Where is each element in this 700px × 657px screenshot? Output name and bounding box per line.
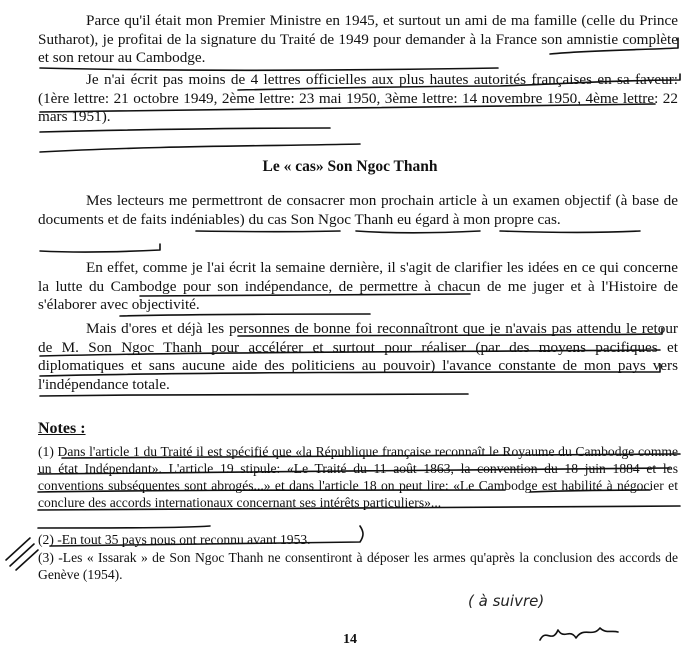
underline-amnistie — [40, 68, 498, 70]
underline-documents — [196, 231, 340, 232]
underline-novembre — [40, 128, 330, 132]
notes-title: Notes : — [38, 420, 86, 437]
note-3: (3) -Les « Issarak » de Son Ngoc Thanh ne consentiront à déposer les armes qu'après la conclusion des accords de Genève (1954). — [38, 550, 678, 582]
margin-arrow-stroke-1 — [6, 538, 30, 560]
note-1: (1) Dans l'article 1 du Traité il est spécifié que «la République française reconnaît le Royaume du Cambodge comme un état Indépendant». L'article 19 stipule: «Le Traité du 11 août 1863, la convention du 18 juin 1884 et les conventions subséquentes sont abrogés...» et dans l'article 18 on peut lire: «Le Cambodge est habilité à négocier et conclure des accords internationaux concernant ses intérêts particuliers»... — [38, 444, 678, 510]
page-number: 14 — [343, 632, 357, 647]
section-heading: Le « cas» Son Ngoc Thanh — [262, 158, 438, 175]
handwritten-signoff: ( à suivre) — [468, 592, 545, 610]
intro-paragraph-2: Je n'ai écrit pas moins de 4 lettres officielles aux plus hautes autorités françaises en sa faveur: (1ère lettre: 21 octobre 1949, 2ème lettre: 23 mai 1950, 3ème lettre: 14 novembre 1950, 4ème lettre: 22 mars 1951). — [38, 71, 678, 126]
section-paragraph-1: Mes lecteurs me permettront de consacrer mon prochain article à un examen objectif (à base de documents et de faits indéniables) du cas Son Ngoc Thanh eu égard à mon propre cas. — [38, 192, 678, 228]
margin-arrow-stroke-3 — [16, 550, 38, 570]
underline-notes-1f — [38, 526, 210, 528]
underline-cas-son-ngoc-thanh — [500, 231, 640, 233]
underline-faits — [356, 231, 480, 233]
note-2: (2) -En tout 35 pays nous ont reconnu avant 1953. — [38, 532, 311, 547]
section-paragraph-2: En effet, comme je l'ai écrit la semaine dernière, il s'agit de clarifier les idées en ce qui concerne la lutte du Cambodge pour son indépendance, de permettre à chacun de me juger et à l'Histoire de s'élaborer avec objectivité. — [38, 259, 678, 314]
margin-arrow-stroke-2 — [10, 544, 34, 566]
section-paragraph-3: Mais d'ores et déjà les personnes de bonne foi reconnaîtront que je n'avais pas attendu le retour de M. Son Ngoc Thanh pour accélérer et surtout pour réaliser (par des moyens pacifiques et diplomatiques et sans aucune aide des politiciens au pouvoir) l'avance constante de mon pays vers l'indépendance totale. — [38, 320, 678, 393]
intro-paragraph-1: Parce qu'il était mon Premier Ministre en 1945, et surtout un ami de ma famille (celle du Prince Sutharot), je profitai de la signature du Traité de 1949 pour demander à la France son amnistie complète et son retour au Cambodge. — [38, 12, 678, 67]
underline-margin-stroke — [40, 144, 360, 152]
underline-mon-propre-cas — [40, 244, 160, 252]
